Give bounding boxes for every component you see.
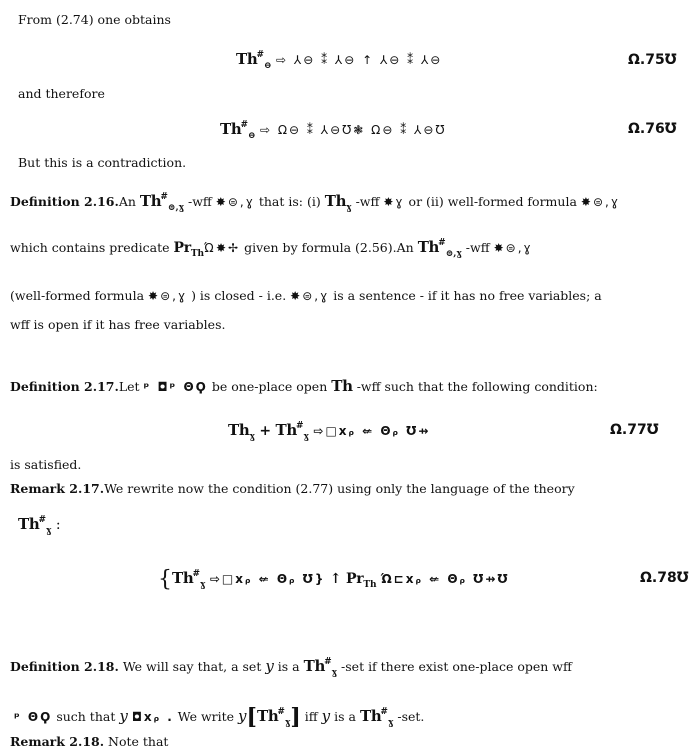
superscript: #: [240, 120, 249, 130]
subscript: Th: [363, 580, 377, 590]
definition-label: Definition 2.17.: [10, 379, 119, 394]
left-bracket: [: [246, 704, 257, 730]
variable-y: y: [119, 707, 128, 725]
arrow-symbol: ↑: [329, 571, 342, 587]
text-line: is satisfied.: [10, 457, 82, 472]
definition-2-17: [10, 377, 598, 395]
equation-number: Ω.75Ʊ: [628, 52, 677, 68]
left-brace: {: [158, 567, 172, 592]
text-line: But this is a contradiction.: [18, 155, 187, 170]
definition-label: Definition 2.18.: [10, 659, 119, 674]
theory-symbol: Th: [228, 421, 250, 439]
superscript: #: [380, 707, 388, 717]
text-line: From (2.74) one obtains: [18, 12, 171, 27]
superscript: #: [324, 657, 332, 667]
formula-symbol: ✸⊜,ɣ: [215, 195, 255, 209]
text: We will say that, a set: [122, 659, 262, 674]
text: We rewrite now the condition (2.77) using only the language of the theory: [104, 481, 575, 496]
theory-symbol: Th: [303, 657, 326, 675]
remark-2-17: [10, 481, 575, 496]
superscript: #: [192, 569, 201, 579]
superscript: #: [295, 421, 304, 431]
superscript: #: [38, 515, 47, 525]
superscript: #: [256, 50, 265, 60]
superscript: #: [277, 707, 285, 717]
text: -wff: [187, 194, 212, 209]
theory-symbol: Th: [359, 707, 382, 725]
text: Let: [118, 379, 140, 394]
remark-2-17-theory: [18, 515, 61, 537]
text: which contains predicate: [10, 240, 170, 255]
text-line: wff is open if it has free variables.: [10, 317, 226, 332]
formula-symbol: Ώ✸✢: [204, 241, 241, 255]
text: -wff: [465, 240, 490, 255]
theory-symbol: Th: [139, 192, 162, 210]
formula-body: ⇨□xᵨ ⇍ Θᵨ Ʊ⇸: [313, 424, 431, 438]
text: An: [118, 194, 136, 209]
formula-body: ⇨ Ω⊖ ⁑ ⅄⊖Ʊ❃ Ω⊖ ⁑ ⅄⊖Ʊ: [260, 123, 447, 137]
text: We write: [177, 709, 235, 724]
formula-symbol: ᵖ ΘϘ: [14, 710, 53, 724]
theory-symbol: Th: [324, 192, 347, 210]
formula-body: ⇨ ⅄⊖ ⁑ ⅄⊖ ↑ ⅄⊖ ⁑ ⅄⊖: [276, 53, 443, 67]
text: Note that: [108, 734, 169, 749]
text: be one-place open: [211, 379, 328, 394]
subscript: ɣ: [303, 432, 309, 442]
variable-y: y: [321, 707, 331, 725]
subscript: ɣ: [387, 718, 394, 728]
theory-symbol: Th: [220, 120, 242, 138]
variable-y: y: [238, 707, 247, 725]
text: (well-formed formula: [10, 288, 145, 303]
text: that is: (i): [258, 194, 321, 209]
text: is a sentence - if it has no free variables; a: [333, 288, 602, 303]
equation-number: Ω.77Ʊ: [610, 422, 659, 438]
formula-symbol: ✸⊜,ɣ: [148, 289, 188, 303]
formula-symbol: ◘xᵨ .: [131, 710, 174, 724]
theory-symbol: Th: [18, 515, 40, 533]
definition-2-16-line-2: [10, 238, 533, 260]
subscript: ɣ: [346, 203, 352, 213]
definition-2-18-line-2: [14, 704, 424, 730]
subscript: ɣ: [284, 718, 291, 728]
subscript: ɣ: [46, 526, 52, 536]
subscript: ⊜,ɣ: [445, 249, 462, 259]
theory-symbol: Th: [256, 707, 279, 725]
plus-symbol: +: [259, 423, 272, 439]
predicate-symbol: Pr: [173, 240, 191, 256]
text: -wff such that the following condition:: [356, 379, 598, 394]
theory-symbol: Th: [236, 50, 258, 68]
text: such that: [56, 709, 116, 724]
superscript: #: [160, 192, 168, 202]
formula-symbol: ᵖ ◘ᵖ ΘϘ: [143, 380, 208, 394]
text: -set.: [397, 709, 425, 724]
subscript: ⊜,ɣ: [167, 203, 184, 213]
subscript: ⊖: [248, 131, 256, 141]
formula-symbol: ✸⊜,ɣ: [290, 289, 330, 303]
formula-symbol: ✸ɣ: [383, 195, 405, 209]
text-line: and therefore: [18, 86, 105, 101]
equation-2-76: [220, 120, 447, 142]
definition-2-18: [10, 657, 572, 679]
text: given by formula (2.56).An: [244, 240, 414, 255]
theory-symbol: Th: [417, 238, 440, 256]
remark-label: Remark 2.17.: [10, 481, 105, 496]
predicate-symbol: Pr: [346, 571, 364, 587]
subscript: ɣ: [249, 432, 255, 442]
equation-2-77: [228, 421, 430, 443]
text: is a: [334, 709, 356, 724]
definition-label: Definition 2.16.: [10, 194, 119, 209]
text: -set if there exist one-place open wff: [341, 659, 572, 674]
equation-number: Ω.76Ʊ: [628, 121, 677, 137]
theory-symbol: Th: [331, 377, 353, 395]
variable-y: y: [265, 657, 274, 675]
subscript: ⊖: [264, 61, 272, 71]
formula-body: ⇨□xᵨ ⇍ Θᵨ Ʊ}: [209, 572, 326, 586]
right-bracket: ]: [290, 704, 301, 730]
colon: :: [55, 517, 61, 533]
superscript: #: [438, 238, 446, 248]
text: -wff: [355, 194, 380, 209]
formula-body: Ώ⊏xᵨ ⇍ Θᵨ Ʊ⇸Ʊ: [381, 572, 510, 586]
text: is a: [277, 659, 300, 674]
formula-symbol: ✸⊜,ɣ: [493, 241, 533, 255]
subscript: ɣ: [331, 668, 338, 678]
definition-2-16: [10, 192, 620, 214]
text: ) is closed - i.e.: [191, 288, 287, 303]
equation-number: Ω.78Ʊ: [640, 570, 689, 586]
text: iff: [304, 709, 318, 724]
subscript: ɣ: [200, 580, 206, 590]
remark-2-18: [10, 734, 168, 749]
equation-2-75: [236, 50, 442, 72]
text: or (ii) well-formed formula: [408, 194, 577, 209]
theory-symbol: Th: [172, 569, 194, 587]
definition-2-16-line-3: [10, 288, 602, 303]
theory-symbol: Th: [275, 421, 297, 439]
subscript: Th: [190, 249, 205, 259]
remark-label: Remark 2.18.: [10, 734, 105, 749]
equation-2-78: [158, 567, 510, 593]
formula-symbol: ✸⊜,ɣ: [580, 195, 620, 209]
